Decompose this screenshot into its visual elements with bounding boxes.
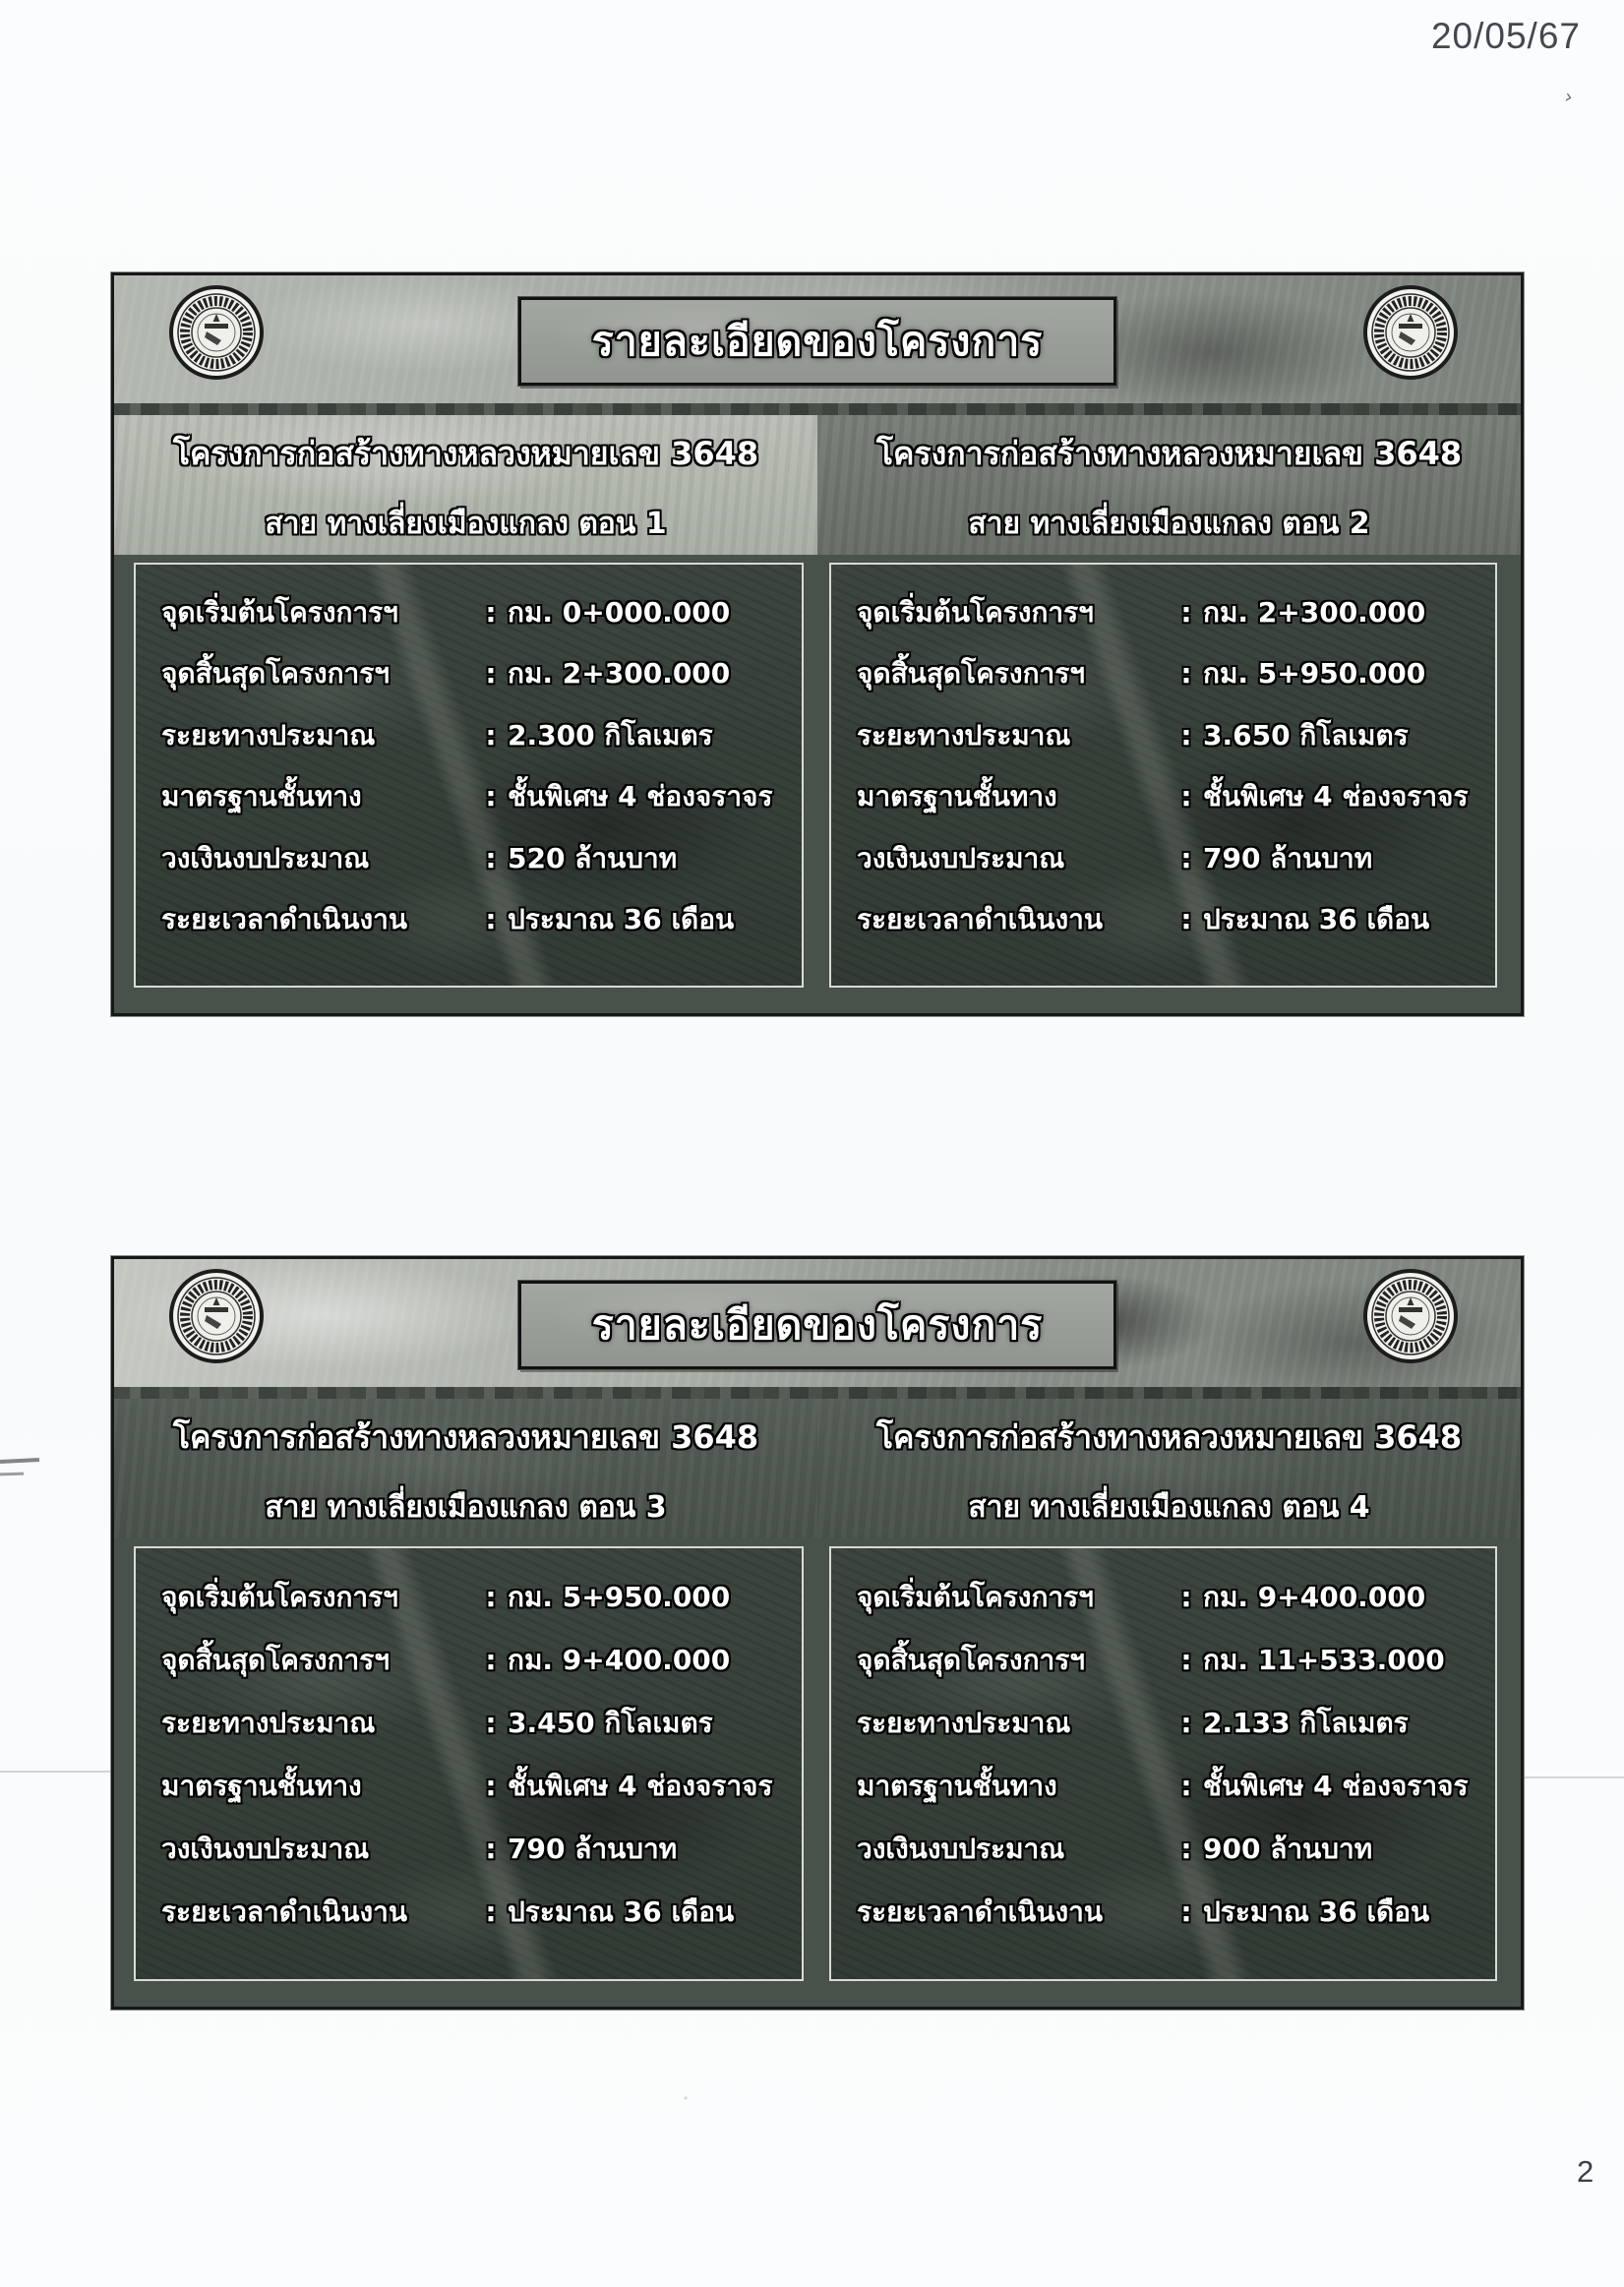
detail-row xyxy=(857,898,1489,941)
project-panel-section-3 xyxy=(114,1399,817,2007)
detail-label: วงเงินงบประมาณ xyxy=(857,1833,1065,1865)
detail-label: วงเงินงบประมาณ xyxy=(161,1833,370,1865)
detail-colon: : xyxy=(1180,1833,1192,1865)
detail-colon: : xyxy=(1180,841,1192,874)
project-details-slide-1 xyxy=(111,272,1524,1016)
panel-title xyxy=(114,1399,817,1538)
detail-label: จุดสิ้นสุดโครงการฯ xyxy=(857,1644,1086,1676)
department-of-highways-seal-icon xyxy=(167,283,266,382)
detail-value: กม. 5+950.000 xyxy=(1203,657,1426,691)
detail-label: ระยะทางประมาณ xyxy=(857,718,1071,752)
detail-row xyxy=(161,775,796,818)
detail-value: 2.300 กิโลเมตร xyxy=(508,718,713,752)
scan-artifact-line xyxy=(1524,1776,1624,1778)
detail-colon: : xyxy=(1180,903,1192,936)
detail-value: 3.650 กิโลเมตร xyxy=(1203,718,1409,752)
project-detail-box xyxy=(829,563,1497,988)
detail-colon: : xyxy=(485,595,497,629)
detail-value: กม. 2+300.000 xyxy=(508,657,731,691)
detail-label: มาตรฐานชั้นทาง xyxy=(161,780,362,813)
panel-title xyxy=(817,1399,1521,1538)
scan-artifact-dash xyxy=(0,1473,24,1476)
detail-colon: : xyxy=(1180,780,1192,813)
detail-row xyxy=(857,775,1489,818)
detail-row xyxy=(161,837,796,880)
detail-label: ระยะเวลาดำเนินงาน xyxy=(161,1896,407,1928)
detail-row xyxy=(161,1765,796,1808)
detail-value: ประมาณ 36 เดือน xyxy=(508,903,735,936)
detail-row xyxy=(857,1702,1489,1745)
detail-colon: : xyxy=(485,1896,497,1928)
detail-row xyxy=(161,591,796,634)
detail-label: จุดเริ่มต้นโครงการฯ xyxy=(857,595,1094,629)
detail-label: จุดสิ้นสุดโครงการฯ xyxy=(161,1644,391,1676)
panel-title xyxy=(817,415,1521,555)
detail-value: 3.450 กิโลเมตร xyxy=(508,1707,713,1739)
detail-label: จุดเริ่มต้นโครงการฯ xyxy=(161,595,398,629)
detail-value: ชั้นพิเศษ 4 ช่องจราจร xyxy=(508,1770,773,1802)
detail-row xyxy=(857,714,1489,757)
detail-value: กม. 2+300.000 xyxy=(1203,595,1426,629)
detail-row xyxy=(161,652,796,695)
detail-value: กม. 5+950.000 xyxy=(508,1581,731,1613)
detail-colon: : xyxy=(485,1707,497,1739)
project-detail-box xyxy=(829,1546,1497,1981)
detail-label: มาตรฐานชั้นทาง xyxy=(857,1770,1057,1802)
detail-row xyxy=(161,714,796,757)
detail-colon: : xyxy=(485,1581,497,1613)
detail-colon: : xyxy=(1180,657,1192,691)
detail-colon: : xyxy=(1180,1581,1192,1613)
detail-value: ประมาณ 36 เดือน xyxy=(1203,1896,1430,1928)
detail-colon: : xyxy=(485,1833,497,1865)
detail-value: ประมาณ 36 เดือน xyxy=(1203,903,1430,936)
detail-colon: : xyxy=(485,1644,497,1676)
panel-title-line2: สาย ทางเลี่ยงเมืองแกลง ตอน 2 xyxy=(968,507,1370,541)
detail-value: ประมาณ 36 เดือน xyxy=(508,1896,735,1928)
slide-header-band xyxy=(114,1259,1521,1399)
detail-colon: : xyxy=(1180,1896,1192,1928)
detail-colon: : xyxy=(485,1770,497,1802)
panel-title-line1: โครงการก่อสร้างทางหลวงหมายเลข 3648 xyxy=(172,1418,759,1456)
detail-row xyxy=(857,1639,1489,1682)
department-of-highways-seal-icon xyxy=(1361,283,1460,382)
slide-title: รายละเอียดของโครงการ xyxy=(591,317,1044,365)
detail-value: ชั้นพิเศษ 4 ช่องจราจร xyxy=(1203,780,1469,813)
detail-label: วงเงินงบประมาณ xyxy=(857,841,1065,874)
detail-label: ระยะทางประมาณ xyxy=(161,718,376,752)
detail-colon: : xyxy=(485,657,497,691)
panel-title-line1: โครงการก่อสร้างทางหลวงหมายเลข 3648 xyxy=(875,1418,1463,1456)
slide-title: รายละเอียดของโครงการ xyxy=(591,1300,1044,1349)
detail-row xyxy=(857,591,1489,634)
detail-value: 900 ล้านบาท xyxy=(1203,1833,1373,1865)
detail-row xyxy=(161,1576,796,1619)
project-panel-section-4 xyxy=(817,1399,1521,2007)
detail-label: จุดเริ่มต้นโครงการฯ xyxy=(857,1581,1094,1613)
detail-value: 520 ล้านบาท xyxy=(508,841,678,874)
panel-title-line2: สาย ทางเลี่ยงเมืองแกลง ตอน 3 xyxy=(265,1490,667,1525)
project-details-slide-2 xyxy=(111,1256,1524,2010)
detail-colon: : xyxy=(1180,1707,1192,1739)
scan-artifact-dash xyxy=(0,1458,39,1464)
slide-header-band xyxy=(114,275,1521,415)
project-panel-section-1 xyxy=(114,415,817,1013)
detail-label: มาตรฐานชั้นทาง xyxy=(857,780,1057,813)
detail-row xyxy=(857,1765,1489,1808)
detail-row xyxy=(857,652,1489,695)
detail-row xyxy=(161,1828,796,1871)
detail-row xyxy=(857,1891,1489,1934)
panels-row xyxy=(114,1399,1521,2007)
date-stamp: 20/05/67 xyxy=(1430,16,1581,56)
detail-value: กม. 9+400.000 xyxy=(508,1644,731,1676)
panel-title-line1: โครงการก่อสร้างทางหลวงหมายเลข 3648 xyxy=(172,435,759,472)
detail-row xyxy=(161,898,796,941)
detail-label: วงเงินงบประมาณ xyxy=(161,841,370,874)
department-of-highways-seal-icon xyxy=(167,1267,266,1365)
panel-title-line2: สาย ทางเลี่ยงเมืองแกลง ตอน 1 xyxy=(265,507,667,541)
detail-value: กม. 0+000.000 xyxy=(508,595,731,629)
panel-title-line2: สาย ทางเลี่ยงเมืองแกลง ตอน 4 xyxy=(968,1490,1370,1525)
detail-label: จุดสิ้นสุดโครงการฯ xyxy=(161,657,391,691)
project-panel-section-2 xyxy=(817,415,1521,1013)
detail-label: ระยะเวลาดำเนินงาน xyxy=(161,903,407,936)
detail-label: ระยะเวลาดำเนินงาน xyxy=(857,1896,1103,1928)
detail-colon: : xyxy=(485,841,497,874)
detail-value: ชั้นพิเศษ 4 ช่องจราจร xyxy=(1203,1770,1469,1802)
project-detail-box xyxy=(134,563,804,988)
detail-label: จุดเริ่มต้นโครงการฯ xyxy=(161,1581,398,1613)
detail-value: กม. 9+400.000 xyxy=(1203,1581,1426,1613)
detail-value: กม. 11+533.000 xyxy=(1203,1644,1445,1676)
detail-colon: : xyxy=(485,903,497,936)
detail-value: ชั้นพิเศษ 4 ช่องจราจร xyxy=(508,780,773,813)
detail-row xyxy=(161,1639,796,1682)
detail-colon: : xyxy=(485,718,497,752)
detail-row xyxy=(857,837,1489,880)
project-detail-box xyxy=(134,1546,804,1981)
detail-value: 790 ล้านบาท xyxy=(508,1833,678,1865)
pen-tick-mark: › xyxy=(1562,84,1576,109)
panel-title xyxy=(114,415,817,555)
detail-colon: : xyxy=(1180,1770,1192,1802)
detail-label: ระยะทางประมาณ xyxy=(857,1707,1071,1739)
detail-row xyxy=(857,1828,1489,1871)
detail-label: ระยะทางประมาณ xyxy=(161,1707,376,1739)
detail-label: ระยะเวลาดำเนินงาน xyxy=(857,903,1103,936)
detail-colon: : xyxy=(1180,1644,1192,1676)
slide-title-banner xyxy=(518,1281,1116,1369)
panel-title-line1: โครงการก่อสร้างทางหลวงหมายเลข 3648 xyxy=(875,435,1463,472)
scan-artifact-line xyxy=(0,1771,110,1773)
panels-row xyxy=(114,415,1521,1013)
detail-row xyxy=(161,1702,796,1745)
detail-colon: : xyxy=(485,780,497,813)
slide-title-banner xyxy=(518,297,1116,386)
page-number: 2 xyxy=(1577,2154,1594,2189)
detail-value: 790 ล้านบาท xyxy=(1203,841,1373,874)
detail-value: 2.133 กิโลเมตร xyxy=(1203,1707,1409,1739)
department-of-highways-seal-icon xyxy=(1361,1267,1460,1365)
detail-colon: : xyxy=(1180,595,1192,629)
detail-label: มาตรฐานชั้นทาง xyxy=(161,1770,362,1802)
detail-colon: : xyxy=(1180,718,1192,752)
detail-label: จุดสิ้นสุดโครงการฯ xyxy=(857,657,1086,691)
detail-row xyxy=(161,1891,796,1934)
detail-row xyxy=(857,1576,1489,1619)
